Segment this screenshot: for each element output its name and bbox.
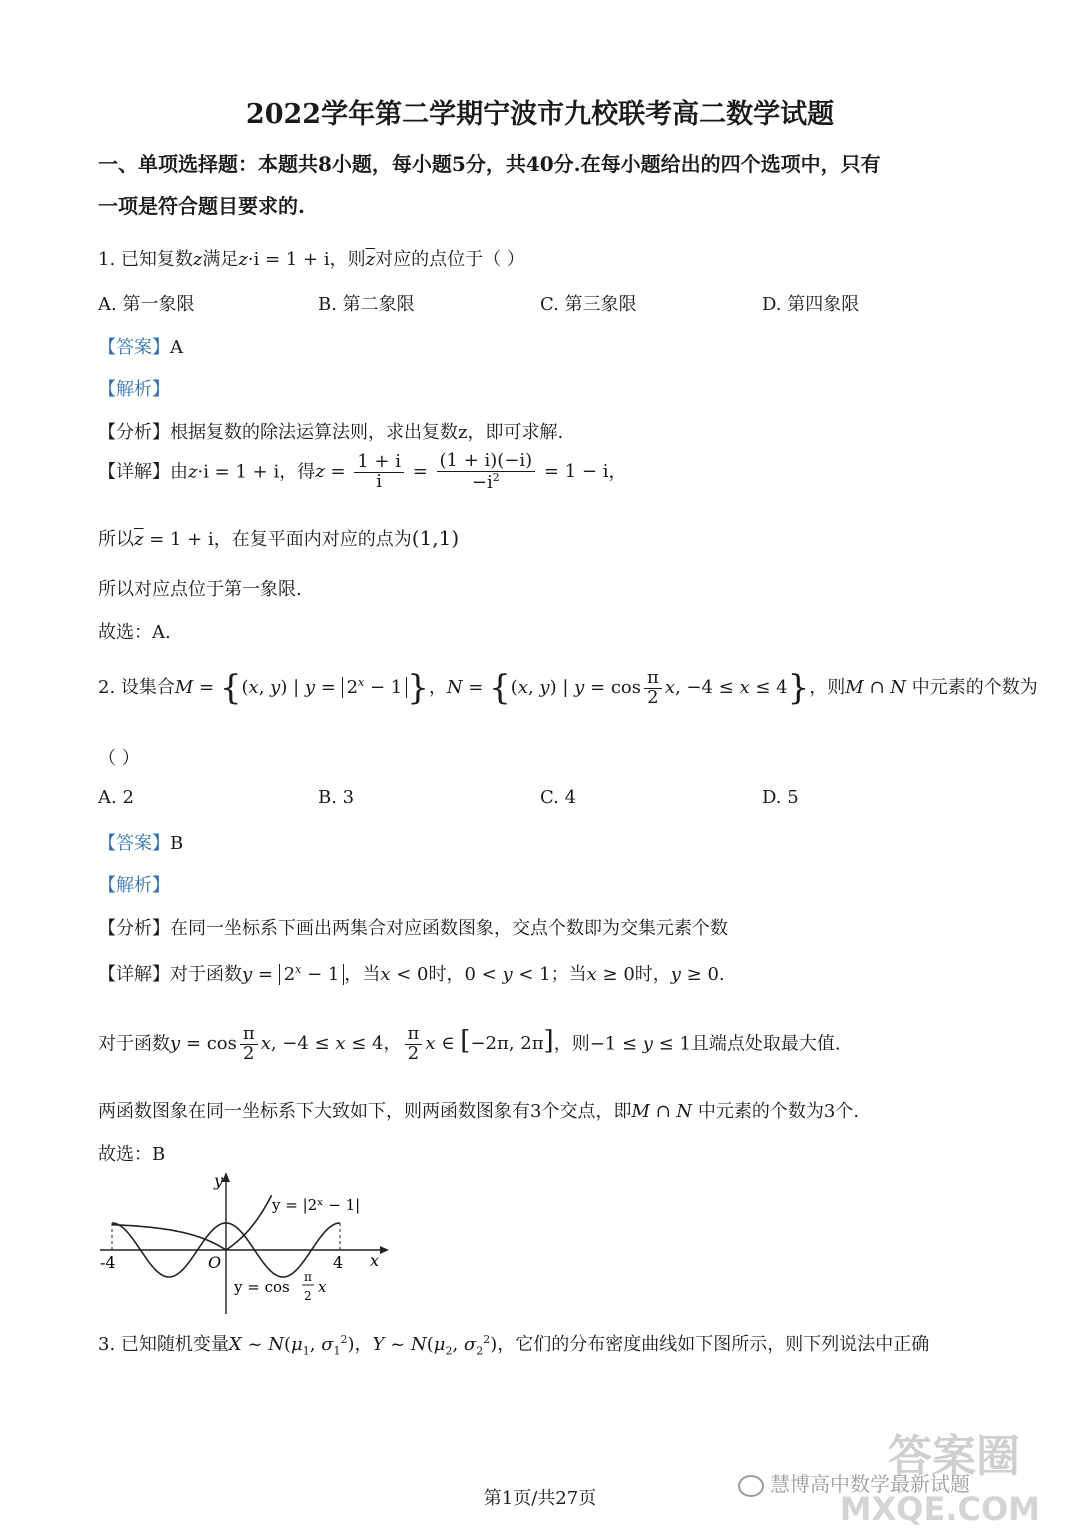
xiangjie-tag: 【详解】	[98, 461, 170, 483]
q1-suoyi-line	[98, 525, 459, 551]
q1-answer: A	[170, 337, 183, 358]
origin-label: O	[208, 1253, 222, 1272]
page-title: 2022学年第二学期宁波市九校联考高二数学试题	[245, 99, 835, 130]
q2-fenxi: 在同一坐标系下画出两集合对应函数图象，交点个数即为交集元素个数	[170, 918, 728, 939]
math-set-m: M = {(x, y) | $y = 2^x - 1$ }，N = {(x, y) | y = cos $\frac{\pi}{2}$ x, −4 ≤ x ≤ 4}	[174, 666, 810, 708]
q2-function-graph	[96, 1168, 396, 1316]
q1-option-c: C. 第三象限	[540, 294, 637, 315]
q2-answer-line	[98, 829, 183, 855]
q2-stem-b: ，则	[809, 677, 846, 698]
q2-func-c: 且端点处取最大值.	[690, 1033, 841, 1055]
math-y-range: 0 < y < 1	[464, 964, 551, 985]
q1-fenxi: 根据复数的除法运算法则，求出复数z，即可求解.	[170, 422, 564, 443]
math-y-ge-0: y ≥ 0.	[670, 964, 725, 985]
q1-option-b: B. 第二象限	[318, 294, 415, 315]
q1-answer-line	[98, 333, 183, 359]
curve2-label-a: y = cos	[234, 1278, 290, 1296]
section-header-line2: 一项是符合题目要求的.	[98, 194, 305, 218]
q1-guxuan: 故选：A.	[98, 622, 171, 643]
q2-analysis-tag: 【解析】	[98, 875, 170, 896]
q2-xiangjie-d: ；当	[550, 964, 587, 985]
math-y-bound: −1 ≤ y ≤ 1	[589, 1033, 691, 1055]
y-axis-label: y	[214, 1171, 224, 1190]
q2-paren: （ ）	[98, 748, 140, 769]
q2-stem-a: 2. 设集合	[98, 677, 175, 698]
q3-stem	[98, 1330, 929, 1358]
math-cos-func: y = cos $\frac{\pi}{2}$ x, −4 ≤ x ≤ 4， $\frac{\pi}{2}$ x ∈ [−2π, 2π]	[170, 1023, 554, 1064]
answer-tag: 【答案】	[98, 337, 170, 358]
q2-xiangjie-a: 对于函数	[170, 964, 242, 985]
tick-right-label: 4	[333, 1253, 344, 1272]
q2-xiangjie-c: 时，	[428, 964, 465, 985]
q2-option-a: A. 2	[98, 787, 134, 808]
watermark-site: MXQE.COM	[839, 1490, 1040, 1528]
xiangjie-tag: 【详解】	[98, 964, 170, 985]
q2-graph-a: 两函数图象在同一坐标系下大致如下，则两函数图象有3个交点，即	[98, 1101, 632, 1122]
math-m-cap-n: M ∩ N	[845, 677, 906, 698]
q1-stem-a: 1. 已知复数	[98, 249, 193, 270]
curve2-label-b: x	[318, 1278, 327, 1296]
abs-exp-curve	[112, 1195, 272, 1250]
math-x-ge-0: x ≥ 0	[586, 964, 635, 985]
q2-xiangjie-e: 时，	[634, 964, 671, 985]
math-distributions: X ~ $N(\mu_1$, $\sigma_1^2$)，Y ~ $N(\mu_2$, $\sigma_2^2$)	[228, 1333, 498, 1358]
q2-stem-c: 中元素的个数为	[911, 677, 1038, 698]
math-zbar: $\overline{z}$	[365, 249, 376, 270]
q2-func-b: ，则	[553, 1033, 590, 1055]
math-x-lt-0: x < 0	[380, 964, 429, 985]
page-footer: 第1页/共27页	[483, 1488, 597, 1509]
curve2-two: 2	[304, 1289, 312, 1303]
q1-analysis-tag: 【解析】	[98, 379, 170, 400]
q1-xiangjie-b: ，得	[279, 461, 316, 483]
fenxi-tag: 【分析】	[98, 422, 170, 443]
math-z: z	[192, 249, 203, 270]
q3-stem-b: ，它们的分布密度曲线如下图所示，则下列说法中正确	[497, 1334, 930, 1355]
curve2-pi: π	[304, 1270, 312, 1284]
math-eq-zi-2: z·i = 1 + i	[188, 461, 280, 483]
q1-xiangjie-c: ，	[608, 461, 627, 483]
q1-stem-b: 满足	[202, 249, 239, 270]
q1-stem-d: 对应的点位于（ ）	[375, 249, 525, 270]
q2-func-a: 对于函数	[98, 1033, 170, 1055]
x-axis-label: x	[370, 1251, 380, 1270]
tick-left-label: -4	[100, 1253, 116, 1272]
math-m-cap-n-2: M ∩ N	[631, 1101, 693, 1122]
q1-option-d: D. 第四象限	[762, 294, 860, 315]
x-axis-arrow	[380, 1246, 389, 1254]
q1-option-a: A. 第一象限	[98, 294, 195, 315]
q2-xiangjie-line	[98, 960, 725, 986]
q2-xiangjie-b: ，当	[344, 964, 381, 985]
q2-graph-line	[98, 1097, 859, 1123]
answer-tag: 【答案】	[98, 833, 170, 854]
q2-option-d: D. 5	[762, 787, 799, 808]
q1-suoyi-a: 所以	[98, 529, 134, 550]
watermark-brand: 答案圈	[888, 1431, 1020, 1482]
q1-fenxi-line	[98, 418, 563, 444]
q1-suoyi-b: ，在复平面内对应的点为	[213, 529, 412, 550]
curve1-label: y = |2ˣ − 1|	[272, 1196, 361, 1214]
q3-stem-a: 3. 已知随机变量	[98, 1334, 229, 1355]
q2-guxuan: 故选：B	[98, 1144, 166, 1165]
q1-stem	[98, 245, 525, 271]
q2-fenxi-line	[98, 914, 728, 940]
q1-point: (1,1)	[411, 526, 460, 550]
y-axis-arrow	[222, 1172, 230, 1182]
fenxi-tag: 【分析】	[98, 918, 170, 939]
q1-xiangjie-line	[98, 452, 626, 493]
math-func-abs: $y = 2^x - 1$	[242, 964, 344, 985]
q1-xiangjie-a: 由	[170, 461, 188, 483]
math-zbar-eq: $\overline{z} = 1 + i$	[134, 529, 214, 550]
q2-func-line	[98, 1025, 841, 1064]
q2-answer: B	[170, 833, 184, 854]
q2-graph-b: 中元素的个数为3个.	[697, 1101, 860, 1122]
section-header-line1: 一、单项选择题：本题共8小题，每小题5分，共40分.在每小题给出的四个选项中，只有	[98, 152, 881, 176]
q1-stem-c: ，则	[329, 249, 366, 270]
q2-option-c: C. 4	[540, 787, 577, 808]
math-derivation: z = $\frac{1 + i}{i}$ = $\frac{(1 + i)(-i)}{-i^2}$ = 1 − i	[315, 450, 609, 493]
q2-option-b: B. 3	[318, 787, 355, 808]
q2-stem	[98, 668, 1038, 708]
watermark-wechat-text: 慧博高中数学最新试题	[770, 1472, 970, 1496]
math-eq-zi: z·i = 1 + i	[238, 249, 330, 270]
q1-conclusion: 所以对应点位于第一象限.	[98, 579, 302, 600]
